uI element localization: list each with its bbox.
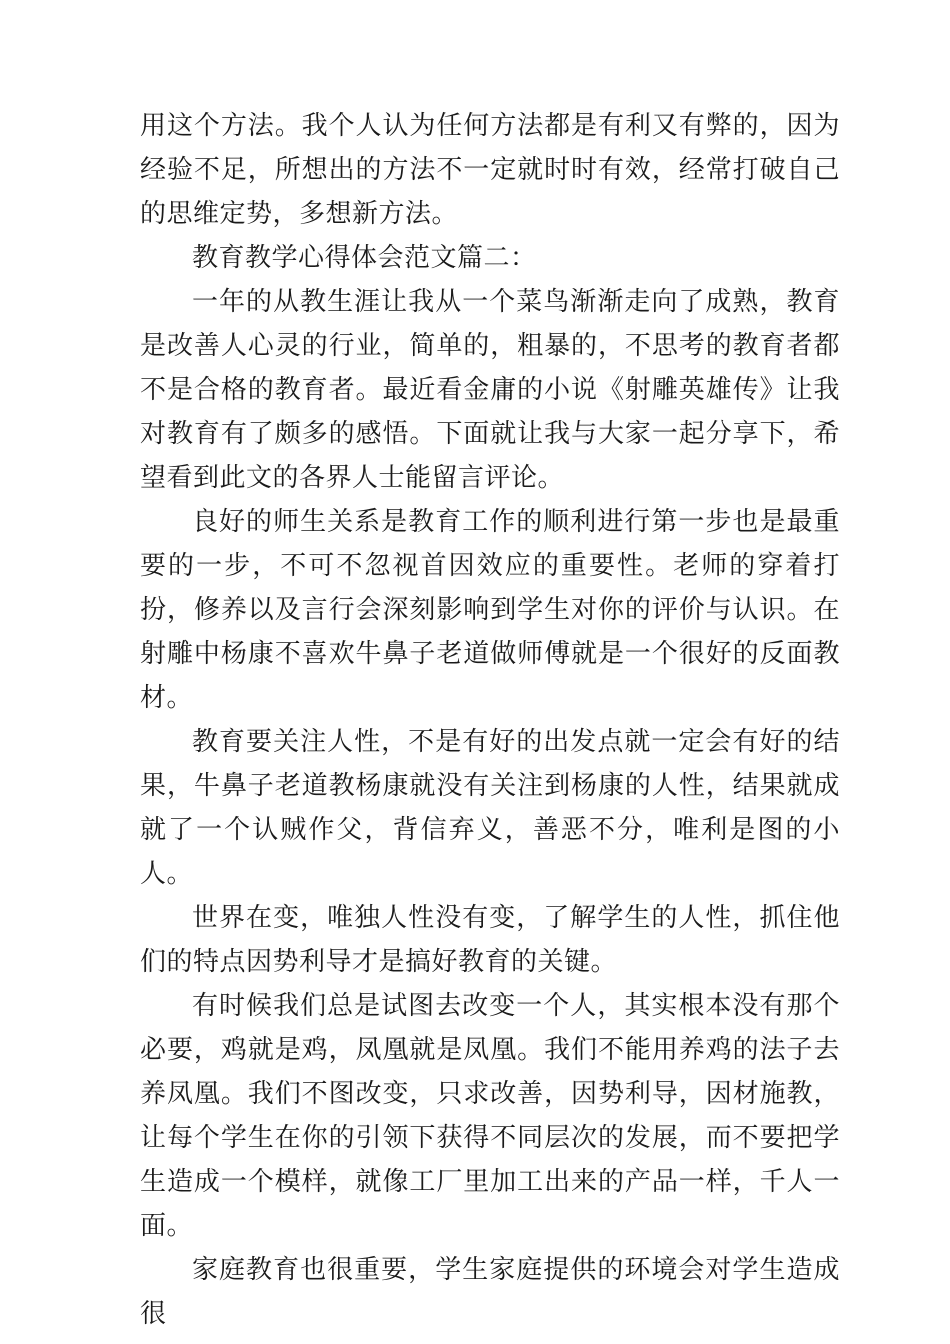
section-heading: 教育教学心得体会范文篇二： [192, 243, 537, 273]
paragraph: 世界在变，唯独人性没有变，了解学生的人性，抓住他们的特点因势利导才是搞好教育的关键。 [140, 903, 840, 977]
paragraph-continuation: 用这个方法。我个人认为任何方法都是有利又有弊的，因为经验不足，所想出的方法不一定就时时有效，经常打破自己的思维定势，多想新方法。 [140, 111, 840, 229]
paragraph: 有时候我们总是试图去改变一个人，其实根本没有那个必要，鸡就是鸡，凤凰就是凤凰。我们不能用养鸡的法子去养凤凰。我们不图改变，只求改善，因势利导，因材施教，让每个学生在你的引领下获得不同层次的发展，而不要把学生造成一个模样，就像工厂里加工出来的产品一样，千人一面。 [140, 991, 840, 1241]
paragraph: 教育要关注人性，不是有好的出发点就一定会有好的结果，牛鼻子老道教杨康就没有关注到杨康的人性，结果就成就了一个认贼作父，背信弃义，善恶不分，唯利是图的小人。 [140, 727, 840, 889]
paragraph: 一年的从教生涯让我从一个菜鸟渐渐走向了成熟，教育是改善人心灵的行业，简单的，粗暴的，不思考的教育者都不是合格的教育者。最近看金庸的小说《射雕英雄传》让我对教育有了颇多的感悟。下面就让我与大家一起分享下，希望看到此文的各界人士能留言评论。 [140, 287, 840, 493]
document-body [140, 104, 840, 1336]
paragraph-truncated: 家庭教育也很重要，学生家庭提供的环境会对学生造成很 [140, 1255, 840, 1329]
paragraph: 良好的师生关系是教育工作的顺利进行第一步也是最重要的一步，不可不忽视首因效应的重要性。老师的穿着打扮，修养以及言行会深刻影响到学生对你的评价与认识。在射雕中杨康不喜欢牛鼻子老道做师傅就是一个很好的反面教材。 [140, 507, 840, 713]
